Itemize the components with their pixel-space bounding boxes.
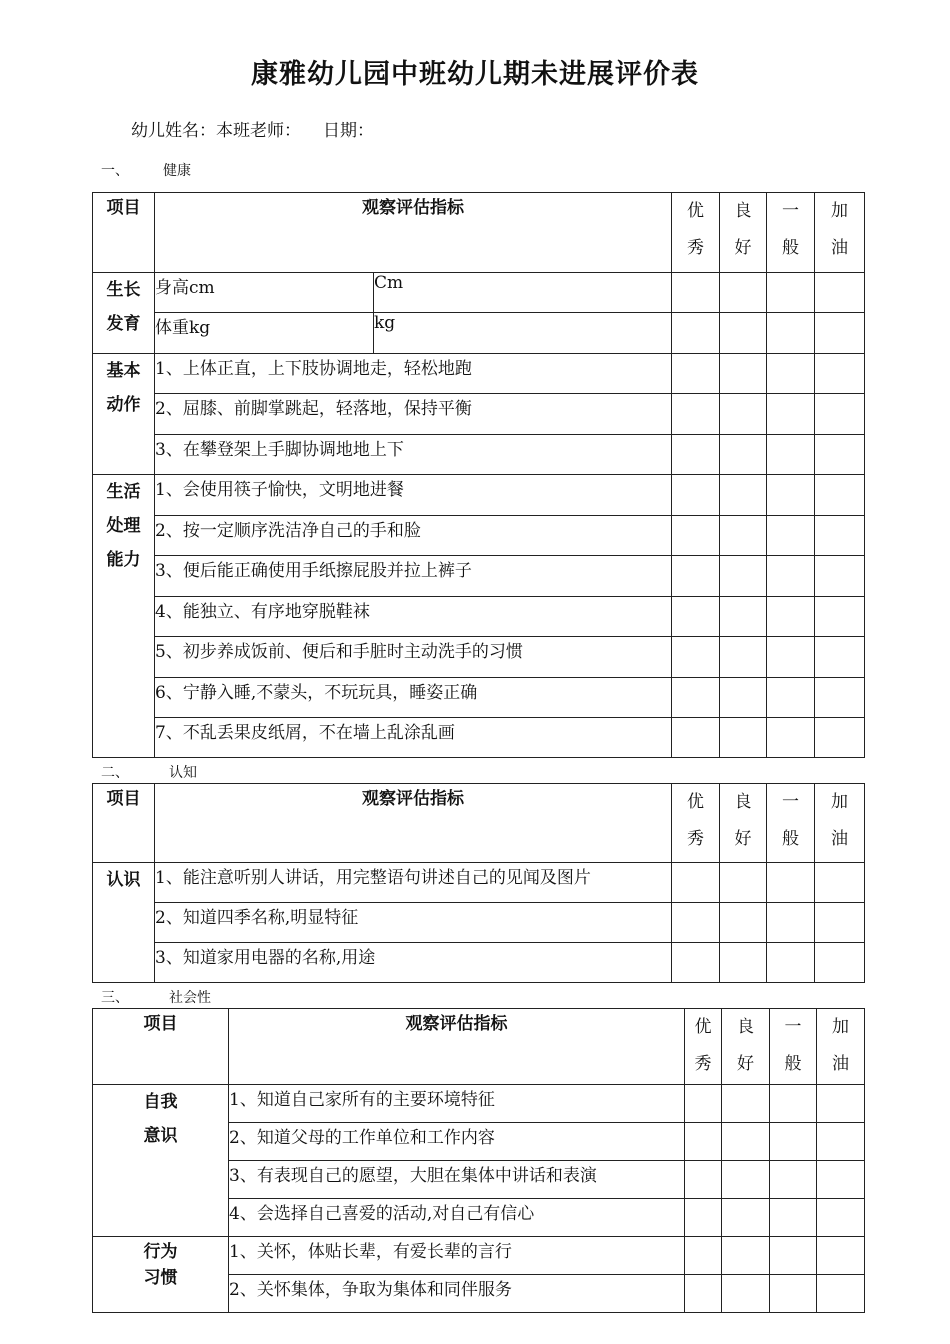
- grade-effort-header: 加 油: [815, 193, 865, 273]
- rating-cell[interactable]: [767, 637, 815, 678]
- grade-average-header: 一 般: [770, 1009, 817, 1085]
- group-label-self-care: 生活 处理 能力: [93, 475, 155, 758]
- rating-cell[interactable]: [722, 1123, 770, 1161]
- indicator-cell: 1、知道自己家所有的主要环境特征: [229, 1085, 685, 1123]
- rating-cell[interactable]: [672, 718, 720, 758]
- weight-unit-cell: kg: [374, 313, 672, 354]
- indicator-cell: 4、能独立、有序地穿脱鞋袜: [155, 597, 672, 637]
- rating-cell[interactable]: [722, 1161, 770, 1199]
- rating-cell[interactable]: [720, 475, 767, 516]
- header-row: [93, 784, 865, 863]
- rating-cell[interactable]: [817, 1199, 865, 1237]
- rating-cell[interactable]: [672, 597, 720, 637]
- info-line: [131, 116, 388, 141]
- rating-cell[interactable]: [817, 1123, 865, 1161]
- item-header: 项目: [93, 1009, 229, 1085]
- rating-cell[interactable]: [767, 475, 815, 516]
- rating-cell[interactable]: [672, 863, 720, 903]
- rating-cell[interactable]: [672, 556, 720, 597]
- grade-average-header: 一 般: [767, 784, 815, 863]
- rating-cell[interactable]: [815, 903, 865, 943]
- rating-cell[interactable]: [720, 903, 767, 943]
- section-heading-social: [101, 987, 211, 1007]
- cognition-table: [92, 783, 865, 983]
- rating-cell[interactable]: [815, 678, 865, 718]
- rating-cell[interactable]: [767, 435, 815, 475]
- rating-cell[interactable]: [672, 943, 720, 983]
- rating-cell[interactable]: [815, 475, 865, 516]
- rating-cell[interactable]: [767, 516, 815, 556]
- rating-cell[interactable]: [770, 1085, 817, 1123]
- table-row: [93, 678, 865, 718]
- grade-effort-header: 加 油: [817, 1009, 865, 1085]
- indicator-cell: 5、初步养成饭前、便后和手脏时主动洗手的习惯: [155, 637, 672, 678]
- indicator-header: 观察评估指标: [155, 193, 672, 273]
- rating-cell[interactable]: [815, 273, 865, 313]
- rating-cell[interactable]: [720, 556, 767, 597]
- rating-cell[interactable]: [767, 313, 815, 354]
- indicator-cell: 2、按一定顺序洗洁净自己的手和脸: [155, 516, 672, 556]
- table-row: [93, 903, 865, 943]
- header-row: [93, 193, 865, 273]
- indicator-cell: 2、关怀集体，争取为集体和同伴服务: [229, 1275, 685, 1313]
- rating-cell[interactable]: [685, 1161, 722, 1199]
- group-label-self-awareness: 自我 意识: [93, 1085, 229, 1237]
- rating-cell[interactable]: [767, 597, 815, 637]
- rating-cell[interactable]: [815, 556, 865, 597]
- rating-cell[interactable]: [770, 1199, 817, 1237]
- indicator-cell: 3、知道家用电器的名称,用途: [155, 943, 672, 983]
- table-row: [93, 273, 865, 313]
- grade-good-header: 良 好: [722, 1009, 770, 1085]
- grade-good-header: 良 好: [720, 193, 767, 273]
- rating-cell[interactable]: [767, 718, 815, 758]
- indicator-cell: 3、在攀登架上手脚协调地地上下: [155, 435, 672, 475]
- indicator-cell: 1、关怀，体贴长辈，有爱长辈的言行: [229, 1237, 685, 1275]
- rating-cell[interactable]: [672, 678, 720, 718]
- indicator-header: 观察评估指标: [229, 1009, 685, 1085]
- page-title: 康雅幼儿园中班幼儿期未进展评价表: [251, 59, 699, 90]
- rating-cell[interactable]: [815, 863, 865, 903]
- rating-cell[interactable]: [720, 516, 767, 556]
- item-header: 项目: [93, 784, 155, 863]
- rating-cell[interactable]: [767, 903, 815, 943]
- rating-cell[interactable]: [685, 1123, 722, 1161]
- indicator-header: 观察评估指标: [155, 784, 672, 863]
- rating-cell[interactable]: [815, 718, 865, 758]
- date-label: 日期：: [323, 121, 374, 141]
- section-number: 二、: [101, 765, 129, 781]
- rating-cell[interactable]: [722, 1199, 770, 1237]
- rating-cell[interactable]: [815, 516, 865, 556]
- rating-cell[interactable]: [817, 1237, 865, 1275]
- rating-cell[interactable]: [720, 637, 767, 678]
- grade-good-header: 良 好: [720, 784, 767, 863]
- rating-cell[interactable]: [722, 1237, 770, 1275]
- grade-effort-header: 加 油: [815, 784, 865, 863]
- section-name: 认知: [169, 765, 197, 781]
- rating-cell[interactable]: [770, 1161, 817, 1199]
- rating-cell[interactable]: [720, 394, 767, 435]
- rating-cell[interactable]: [685, 1237, 722, 1275]
- rating-cell[interactable]: [720, 678, 767, 718]
- table-row: [93, 597, 865, 637]
- section-heading-cognition: [101, 762, 197, 782]
- table-row: [93, 394, 865, 435]
- group-label-recognition: 认识: [93, 863, 155, 983]
- grade-excellent-header: 优 秀: [685, 1009, 722, 1085]
- indicator-cell: 2、知道父母的工作单位和工作内容: [229, 1123, 685, 1161]
- table-row: [93, 1237, 865, 1275]
- rating-cell[interactable]: [722, 1085, 770, 1123]
- rating-cell[interactable]: [815, 313, 865, 354]
- height-cell: 身高cm: [155, 273, 374, 313]
- rating-cell[interactable]: [815, 597, 865, 637]
- rating-cell[interactable]: [685, 1085, 722, 1123]
- rating-cell[interactable]: [720, 718, 767, 758]
- rating-cell[interactable]: [672, 435, 720, 475]
- rating-cell[interactable]: [767, 943, 815, 983]
- indicator-cell: 6、宁静入睡,不蒙头，不玩玩具，睡姿正确: [155, 678, 672, 718]
- indicator-cell: 1、上体正直，上下肢协调地走，轻松地跑: [155, 354, 672, 394]
- rating-cell[interactable]: [685, 1199, 722, 1237]
- indicator-cell: 2、知道四季名称,明显特征: [155, 903, 672, 943]
- rating-cell[interactable]: [720, 273, 767, 313]
- item-header: 项目: [93, 193, 155, 273]
- rating-cell[interactable]: [770, 1237, 817, 1275]
- rating-cell[interactable]: [767, 354, 815, 394]
- grade-average-header: 一 般: [767, 193, 815, 273]
- header-row: [93, 1009, 865, 1085]
- social-table: [92, 1008, 865, 1313]
- rating-cell[interactable]: [685, 1275, 722, 1313]
- rating-cell[interactable]: [815, 637, 865, 678]
- section-number: 三、: [101, 990, 129, 1006]
- rating-cell[interactable]: [770, 1275, 817, 1313]
- rating-cell[interactable]: [720, 354, 767, 394]
- table-row: [93, 1085, 865, 1123]
- rating-cell[interactable]: [815, 943, 865, 983]
- rating-cell[interactable]: [815, 354, 865, 394]
- rating-cell[interactable]: [720, 597, 767, 637]
- indicator-cell: 3、有表现自己的愿望，大胆在集体中讲话和表演: [229, 1161, 685, 1199]
- indicator-cell: 1、会使用筷子愉快，文明地进餐: [155, 475, 672, 516]
- rating-cell[interactable]: [672, 637, 720, 678]
- rating-cell[interactable]: [767, 556, 815, 597]
- group-label-growth: 生长 发育: [93, 273, 155, 354]
- rating-cell[interactable]: [672, 475, 720, 516]
- grade-excellent-header: 优 秀: [672, 784, 720, 863]
- section-number: 一、: [101, 163, 129, 179]
- rating-cell[interactable]: [817, 1275, 865, 1313]
- table-row: [93, 863, 865, 903]
- rating-cell[interactable]: [672, 354, 720, 394]
- rating-cell[interactable]: [815, 394, 865, 435]
- rating-cell[interactable]: [672, 394, 720, 435]
- rating-cell[interactable]: [672, 903, 720, 943]
- height-unit-cell: Cm: [374, 273, 672, 313]
- rating-cell[interactable]: [767, 678, 815, 718]
- table-row: [93, 718, 865, 758]
- rating-cell[interactable]: [770, 1123, 817, 1161]
- indicator-cell: 7、不乱丢果皮纸屑，不在墙上乱涂乱画: [155, 718, 672, 758]
- rating-cell[interactable]: [672, 516, 720, 556]
- table-row: [93, 354, 865, 394]
- rating-cell[interactable]: [672, 313, 720, 354]
- table-row: [93, 435, 865, 475]
- table-row: [93, 943, 865, 983]
- table-row: [93, 313, 865, 354]
- rating-cell[interactable]: [817, 1085, 865, 1123]
- child-name-label: 幼儿姓名：: [131, 121, 216, 141]
- table-row: [93, 475, 865, 516]
- rating-cell[interactable]: [722, 1275, 770, 1313]
- indicator-cell: 4、会选择自己喜爱的活动,对自己有信心: [229, 1199, 685, 1237]
- rating-cell[interactable]: [817, 1161, 865, 1199]
- group-label-basic-motion: 基本 动作: [93, 354, 155, 475]
- section-name: 健康: [163, 163, 191, 179]
- rating-cell[interactable]: [672, 273, 720, 313]
- table-row: [93, 637, 865, 678]
- rating-cell[interactable]: [815, 435, 865, 475]
- rating-cell[interactable]: [720, 943, 767, 983]
- section-heading-health: [101, 160, 191, 180]
- rating-cell[interactable]: [767, 863, 815, 903]
- section-name: 社会性: [169, 990, 211, 1006]
- health-table: [92, 192, 865, 758]
- table-row: [93, 556, 865, 597]
- rating-cell[interactable]: [767, 394, 815, 435]
- weight-cell: 体重kg: [155, 313, 374, 354]
- rating-cell[interactable]: [720, 435, 767, 475]
- grade-excellent-header: 优 秀: [672, 193, 720, 273]
- group-label-behavior-habits: 行为 习惯: [93, 1237, 229, 1313]
- teacher-label: 本班老师：: [216, 121, 301, 141]
- indicator-cell: 1、能注意听别人讲话，用完整语句讲述自己的见闻及图片: [155, 863, 672, 903]
- rating-cell[interactable]: [720, 313, 767, 354]
- table-row: [93, 516, 865, 556]
- rating-cell[interactable]: [767, 273, 815, 313]
- indicator-cell: 3、便后能正确使用手纸擦屁股并拉上裤子: [155, 556, 672, 597]
- rating-cell[interactable]: [720, 863, 767, 903]
- indicator-cell: 2、屈膝、前脚掌跳起，轻落地，保持平衡: [155, 394, 672, 435]
